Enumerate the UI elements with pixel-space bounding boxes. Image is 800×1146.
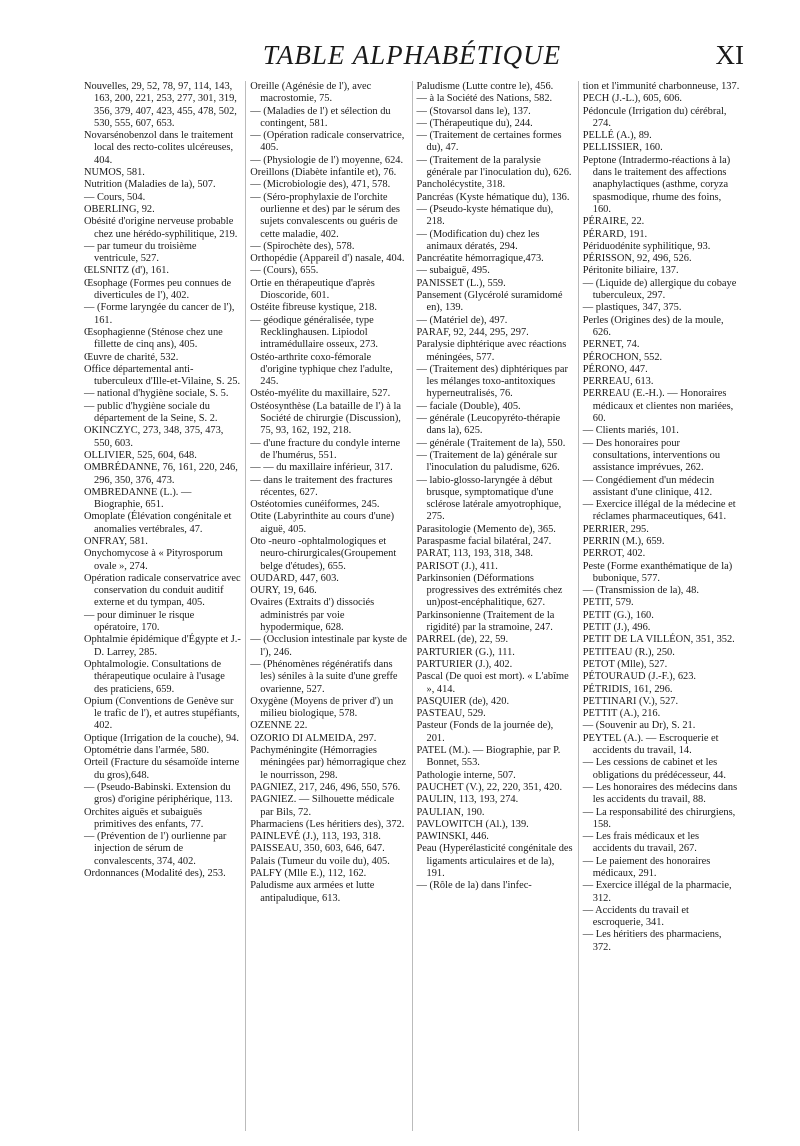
index-entry: Ortie en thérapeutique d'après Dioscoride, 601.: [250, 277, 375, 302]
index-entry: PAVLOWITCH (Al.), 139.: [416, 818, 529, 830]
index-entry: Omoplate (Élévation congénitale et anomalies vertébrales, 47.: [84, 511, 232, 535]
index-columns: [80, 81, 744, 1131]
index-entry: — (Microbiologie des), 471, 578.: [250, 179, 391, 191]
index-entry: — Les frais médicaux et les accidents du travail, 267.: [582, 831, 700, 855]
index-entry: — (Physiologie de l') moyenne, 624.: [250, 154, 404, 166]
index-entry: — Accidents du travail et escroquerie, 341.: [582, 904, 689, 929]
index-entry: PASQUIER (de), 420.: [416, 695, 510, 707]
index-entry: PAUCHET (V.), 22, 220, 351, 420.: [416, 781, 563, 793]
index-entry: — (Transmission de la), 48.: [582, 585, 699, 597]
index-entry: PATEL (M.). — Biographie, par P. Bonnet, 553.: [416, 745, 561, 769]
index-entry: Pancréas (Kyste hématique du), 136.: [416, 191, 570, 203]
index-entry: — (Rôle de la) dans l'infec-: [416, 880, 532, 892]
index-entry: PETITEAU (R.), 250.: [582, 646, 675, 658]
index-entry: PAWINSKI, 446.: [416, 831, 489, 843]
index-entry: Pédoncule (Irrigation du) cérébral, 274.: [582, 105, 727, 129]
index-entry: Parasitologie (Memento de), 365.: [416, 523, 556, 535]
index-entry: Oxygène (Moyens de priver d') un milieu biologique, 578.: [250, 695, 394, 720]
index-entry: — subaiguë, 495.: [416, 265, 490, 277]
index-entry: — (Séro-prophylaxie de l'orchite ourlienne et des) par le sérum des sujets convalescents ou guéris de cette maladie, 402.: [250, 191, 400, 240]
index-entry: — Cours, 504.: [84, 191, 146, 203]
index-entry: Obésité d'origine nerveuse probable chez une hérédo-syphilitique, 219.: [84, 216, 238, 240]
index-entry: OMBREDANNE (L.). — Biographie, 651.: [84, 486, 192, 511]
index-entry: Onychomycose à « Pityrosporum ovale », 274.: [84, 548, 223, 572]
index-entry: Pharmaciens (Les héritiers des), 372.: [250, 818, 405, 830]
index-entry: PERREAU, 613.: [582, 376, 654, 388]
index-entry: — géodique généralisée, type Recklinghausen. Lipiodol intramédullaire osseux, 273.: [250, 314, 378, 351]
index-entry: PERRIN (M.), 659.: [582, 535, 665, 547]
index-entry: Péritonite biliaire, 137.: [582, 265, 679, 277]
index-entry: — pour diminuer le risque opératoire, 170.: [84, 609, 195, 634]
index-entry: Paralysie diphtérique avec réactions méningées, 577.: [416, 339, 567, 363]
index-entry: — (Matériel de), 497.: [416, 314, 508, 326]
index-entry: ONFRAY, 581.: [84, 535, 148, 547]
index-entry: OMBRÉDANNE, 76, 161, 220, 246, 296, 350, 376, 473.: [84, 462, 238, 486]
index-column-3: [412, 81, 578, 1131]
index-entry: — générale (Traitement de la), 550.: [416, 437, 566, 449]
index-entry: — Les honoraires des médecins dans les accidents du travail, 88.: [582, 781, 738, 806]
index-entry: Pascal (De quoi est mort). « L'abîme », 414.: [416, 671, 569, 695]
index-entry: PÉRONO, 447.: [582, 363, 648, 375]
index-entry: PANISSET (L.), 559.: [416, 277, 506, 289]
index-entry: Paludisme aux armées et lutte antipaludique, 613.: [250, 880, 375, 904]
index-entry: PAULIN, 113, 193, 274.: [416, 794, 519, 806]
index-entry: Orteil (Fracture du sésamoïde interne du gros),648.: [84, 757, 240, 781]
index-entry: Pancréatite hémorragique,473.: [416, 253, 544, 265]
index-entry: PETIT (G.), 160.: [582, 609, 654, 621]
index-entry: — (Opération radicale conservatrice, 405.: [250, 130, 405, 154]
index-entry: — à la Société des Nations, 582.: [416, 93, 553, 105]
index-column-1: [80, 81, 245, 1131]
index-entry: — Les cessions de cabinet et les obligations du prédécesseur, 44.: [582, 757, 726, 781]
index-entry: PEYTEL (A.). — Escroquerie et accidents du travail, 14.: [582, 732, 719, 757]
index-entry: — — du maxillaire inférieur, 317.: [250, 462, 393, 474]
index-entry: PELLÉ (A.), 89.: [582, 130, 652, 142]
index-entry: PETIT (J.), 496.: [582, 622, 651, 634]
index-entry: Novarsénobenzol dans le traitement local des recto-colites ulcéreuses, 404.: [84, 130, 234, 166]
index-entry: Optométrie dans l'armée, 580.: [84, 745, 210, 757]
index-entry: Parkinsonien (Déformations progressives des extrémités chez un)post-encéphalitique, 627.: [416, 572, 563, 609]
index-entry: — Clients mariés, 101.: [582, 425, 679, 437]
index-entry: Opération radicale conservatrice avec conservation du conduit auditif externe et du tympan, 405.: [84, 572, 241, 609]
index-entry: OUDARD, 447, 603.: [250, 572, 339, 584]
index-entry: Ostéite fibreuse kystique, 218.: [250, 302, 377, 314]
index-entry: — public d'hygiène sociale du département de la Seine, S. 2.: [84, 400, 218, 425]
index-entry: PÉROCHON, 552.: [582, 351, 663, 363]
index-entry: — faciale (Double), 405.: [416, 400, 521, 412]
index-entry: PAULIAN, 190.: [416, 806, 485, 818]
index-entry: — (Pseudo-kyste hématique du), 218.: [416, 203, 554, 228]
index-entry: OZORIO DI ALMEIDA, 297.: [250, 732, 377, 744]
page-header: [80, 40, 744, 80]
index-entry: Parkinsonienne (Traitement de la rigidité) par la stramoine, 247.: [416, 609, 555, 634]
index-entry: Paludisme (Lutte contre le), 456.: [416, 81, 554, 92]
index-entry: Palais (Tumeur du voile du), 405.: [250, 855, 390, 867]
index-entry: Peau (Hyperélasticité congénitale des ligaments articulaires et de la), 191.: [416, 843, 573, 879]
index-entry: PETTINARI (V.), 527.: [582, 695, 679, 707]
index-entry: — (Traitement de la) générale sur l'inoculation du paludisme, 626.: [416, 449, 560, 474]
index-entry: Œsophagienne (Sténose chez une fillette de cinq ans), 405.: [84, 326, 223, 351]
index-entry: PAISSEAU, 350, 603, 646, 647.: [250, 843, 385, 855]
index-entry: PÉTOURAUD (J.-F.), 623.: [582, 671, 697, 683]
index-entry: Optique (Irrigation de la couche), 94.: [84, 732, 239, 744]
index-entry: PETOT (Mlle), 527.: [582, 658, 668, 670]
index-entry: — (Cours), 655.: [250, 265, 319, 277]
index-entry: tion et l'immunité charbonneuse, 137.: [582, 81, 740, 92]
index-entry: — par tumeur du troisième ventricule, 527.: [84, 240, 197, 265]
index-entry: Paraspasme facial bilatéral, 247.: [416, 535, 552, 547]
index-entry: Otite (Labyrinthite au cours d'une) aiguë, 405.: [250, 511, 395, 535]
index-entry: ŒLSNITZ (d'), 161.: [84, 265, 169, 277]
index-entry: — (Spirochète des), 578.: [250, 240, 355, 252]
index-entry: — (Traitement de certaines formes du), 47.: [416, 130, 562, 154]
index-entry: PARAT, 113, 193, 318, 348.: [416, 548, 534, 560]
index-entry: Ostéosynthèse (La bataille de l') à la Société de chirurgie (Discussion), 75, 93, 162, 192, 218.: [250, 400, 401, 437]
index-entry: — plastiques, 347, 375.: [582, 302, 682, 314]
index-entry: OURY, 19, 646.: [250, 585, 317, 597]
index-entry: Ostéotomies cunéiformes, 245.: [250, 499, 380, 511]
index-entry: — (Maladies de l') et sélection du contingent, 581.: [250, 105, 391, 129]
page-number: XI: [715, 40, 744, 70]
index-entry: — Exercice illégal de la pharmacie, 312.: [582, 880, 732, 904]
index-entry: — national d'hygiène sociale, S. 5.: [84, 388, 229, 400]
index-entry: PETIT, 579.: [582, 597, 634, 609]
index-entry: Opium (Conventions de Genève sur le trafic de l'), et autres stupéfiants, 402.: [84, 695, 240, 732]
index-entry: — (Thérapeutique du), 244.: [416, 117, 533, 129]
index-entry: PERNET, 74.: [582, 339, 640, 351]
index-entry: PECH (J.-L.), 605, 606.: [582, 93, 683, 105]
index-entry: Orthopédie (Appareil d') nasale, 404.: [250, 253, 405, 265]
index-entry: — Congédiement d'un médecin assistant d'une clinique, 412.: [582, 474, 715, 498]
index-entry: PAINLEVÉ (J.), 113, 193, 318.: [250, 831, 381, 843]
index-column-4: [578, 81, 744, 1131]
index-entry: Périduodénite syphilitique, 93.: [582, 240, 711, 252]
index-entry: — (Phénomènes régénératifs dans les) séniles à la suite d'une greffe ovarienne, 527.: [250, 658, 398, 695]
index-entry: Ophtalmie épidémique d'Égypte et J.-D. Larrey, 285.: [84, 634, 241, 658]
index-entry: Peptone (Intradermo-réactions à la) dans le traitement des affections anaphylactiques (asthme, coryza spasmodique, rhume des foins, 160.: [582, 154, 731, 215]
index-entry: PELLISSIER, 160.: [582, 142, 663, 154]
index-entry: Ostéo-myélite du maxillaire, 527.: [250, 388, 391, 400]
index-entry: Oto -neuro -ophtalmologiques et neuro-chirurgicales(Groupement belge d'études), 655.: [250, 535, 397, 572]
index-entry: — (Traitement de la paralysie générale par l'inoculation du), 626.: [416, 154, 572, 179]
index-entry: — Le paiement des honoraires médicaux, 291.: [582, 855, 711, 879]
index-entry: — (Occlusion intestinale par kyste de l'), 246.: [250, 634, 407, 658]
index-entry: Oreille (Agénésie de l'), avec macrostomie, 75.: [250, 81, 372, 105]
index-entry: — (Liquide de) allergique du cobaye tuberculeux, 297.: [582, 277, 737, 302]
index-entry: PARTURIER (G.), 111.: [416, 646, 515, 658]
index-entry: Peste (Forme exanthématique de la) bubonique, 577.: [582, 560, 733, 584]
index-entry: — d'une fracture du condyle interne de l'humérus, 551.: [250, 437, 401, 461]
index-entry: PARISOT (J.), 411.: [416, 560, 498, 572]
running-title: TABLE ALPHABÉTIQUE: [262, 40, 562, 70]
index-entry: OBERLING, 92.: [84, 203, 155, 215]
index-entry: — (Traitement des) diphtériques par les mélanges toxo-antitoxiques hyperneutralisés, 76.: [416, 363, 568, 400]
index-entry: PÉRAIRE, 22.: [582, 216, 645, 228]
index-entry: Ostéo-arthrite coxo-fémorale d'origine typhique chez l'adulte, 245.: [250, 351, 393, 388]
index-entry: PAGNIEZ, 217, 246, 496, 550, 576.: [250, 781, 401, 793]
index-entry: PERRIER, 295.: [582, 523, 649, 535]
index-entry: Nutrition (Maladies de la), 507.: [84, 179, 216, 191]
index-entry: — (Souvenir au Dr), S. 21.: [582, 720, 696, 732]
index-entry: Nouvelles, 29, 52, 78, 97, 114, 143, 163, 200, 221, 253, 277, 301, 319, 356, 379, 407, 423, 455, 478, 502, 530, 555, 607, 653.: [84, 81, 237, 129]
index-entry: OZENNE 22.: [250, 720, 308, 732]
index-entry: PETTIT (A.), 216.: [582, 708, 661, 720]
index-entry: — Des honoraires pour consultations, interventions ou assistance imprévues, 262.: [582, 437, 721, 474]
index-entry: — La responsabilité des chirurgiens, 158.: [582, 806, 736, 830]
index-entry: Ordonnances (Modalité des), 253.: [84, 868, 226, 879]
index-entry: — (Modification du) chez les animaux dératés, 294.: [416, 228, 540, 252]
index-entry: Ovaires (Extraits d') dissociés administrés par voie hypodermique, 628.: [250, 597, 375, 634]
index-entry: NUMOS, 581.: [84, 167, 145, 179]
index-entry: — Les héritiers des pharmaciens, 372.: [582, 929, 722, 953]
index-entry: PASTEAU, 529.: [416, 708, 486, 720]
index-entry: PERROT, 402.: [582, 548, 646, 560]
index-entry: Pasteur (Fonds de la journée de), 201.: [416, 720, 554, 744]
index-entry: — générale (Leucopyréto-thérapie dans la), 625.: [416, 413, 561, 437]
index-entry: — dans le traitement des fractures récentes, 627.: [250, 474, 393, 498]
index-entry: OLLIVIER, 525, 604, 648.: [84, 449, 197, 461]
index-entry: Œuvre de charité, 532.: [84, 351, 179, 363]
index-entry: PERREAU (E.-H.). — Honoraires médicaux et clientes non mariées, 60.: [582, 388, 734, 425]
index-entry: Œsophage (Formes peu connues de diverticules de l'), 402.: [84, 277, 232, 302]
index-entry: PARREL (de), 22, 59.: [416, 634, 509, 646]
index-entry: — (Pseudo-Babinski. Extension du gros) d'origine périphérique, 113.: [84, 781, 233, 806]
index-entry: Orchites aiguës et subaiguës primitives des enfants, 77.: [84, 806, 204, 830]
index-entry: PAGNIEZ. — Silhouette médicale par Bils, 72.: [250, 794, 395, 818]
index-entry: Ophtalmologie. Consultations de thérapeutique oculaire à l'usage des praticiens, 659.: [84, 658, 225, 695]
index-entry: — Exercice illégal de la médecine et réclames pharmaceutiques, 641.: [582, 499, 736, 523]
index-entry: PÉRARD, 191.: [582, 228, 648, 240]
index-entry: PÉRISSON, 92, 496, 526.: [582, 253, 692, 265]
index-entry: PÉTRIDIS, 161, 296.: [582, 683, 673, 695]
index-entry: PARTURIER (J.), 402.: [416, 658, 513, 670]
index-entry: — labio-glosso-laryngée à début brusque, symptomatique d'une sclérose latérale amyotrophique, 275.: [416, 474, 562, 523]
index-entry: — (Stovarsol dans le), 137.: [416, 105, 531, 117]
index-entry: Perles (Origines des) de la moule, 626.: [582, 314, 724, 338]
index-entry: — (Forme laryngée du cancer de l'), 161.: [84, 302, 235, 326]
index-entry: PETIT DE LA VILLÉON, 351, 352.: [582, 634, 735, 646]
index-column-2: [245, 81, 411, 1131]
index-entry: OKINCZYC, 273, 348, 375, 473, 550, 603.: [84, 425, 224, 449]
index-entry: PARAF, 92, 244, 295, 297.: [416, 326, 529, 338]
index-entry: Oreillons (Diabète infantile et), 76.: [250, 167, 397, 179]
index-entry: Pathologie interne, 507.: [416, 769, 516, 781]
index-entry: — (Prévention de l') ourlienne par injection de sérum de convalescents, 374, 402.: [84, 831, 227, 867]
index-entry: PALFY (Mlle E.), 112, 162.: [250, 868, 367, 879]
index-entry: Pancholécystite, 318.: [416, 179, 506, 191]
index-entry: Pachyméningite (Hémorragies méningées par) hémorragique chez le nourrisson, 298.: [250, 745, 406, 781]
index-entry: Pansement (Glycérolé suramidomé en), 139.: [416, 290, 563, 314]
index-entry: Office départemental anti-tuberculeux d'Ille-et-Vilaine, S. 25.: [84, 363, 241, 388]
